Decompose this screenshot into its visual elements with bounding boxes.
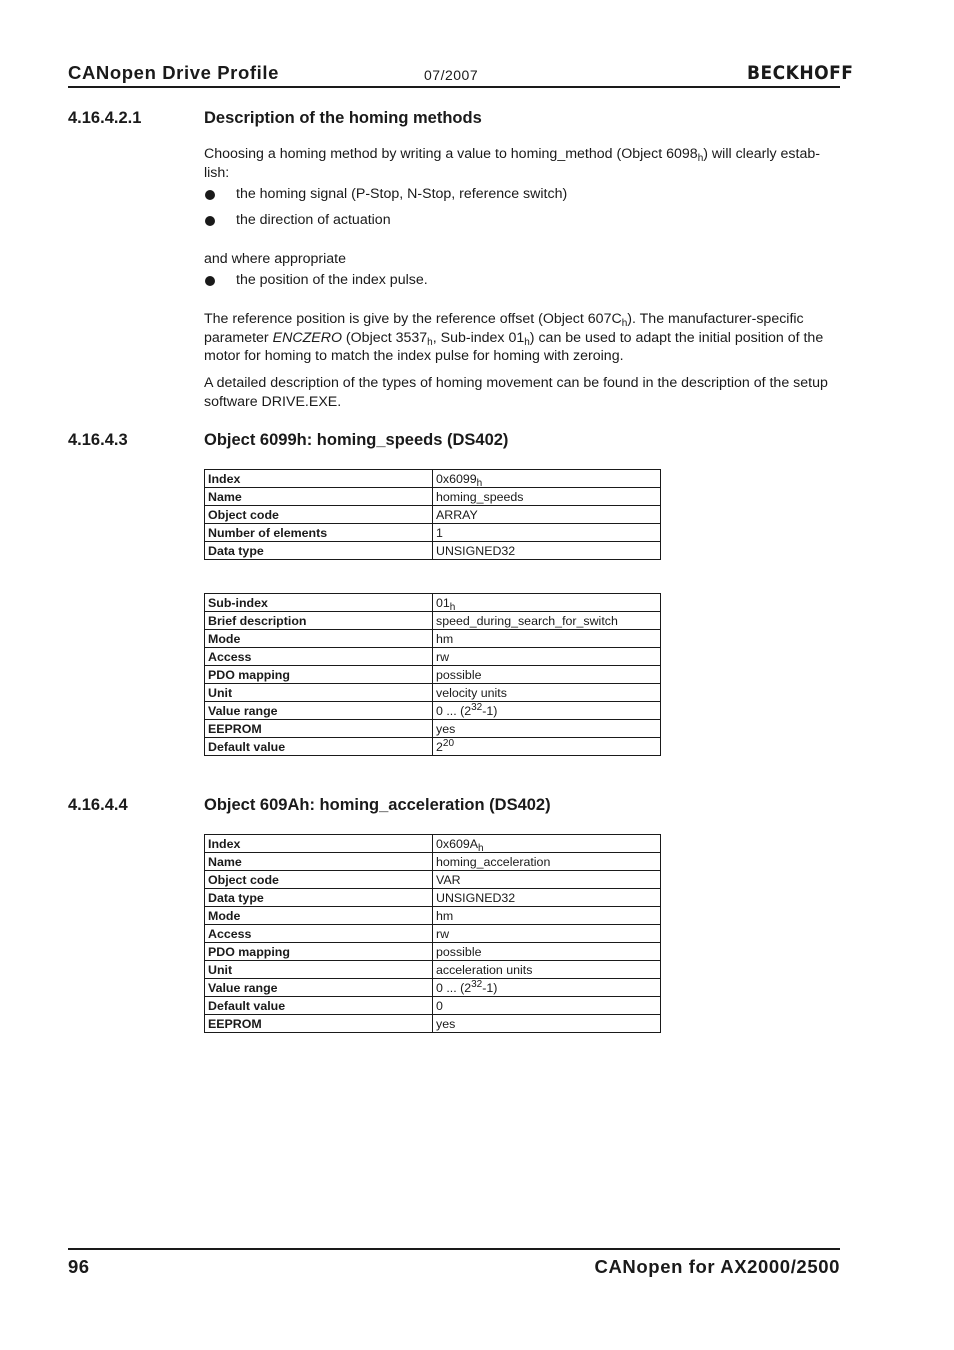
- bullet-icon: [205, 216, 215, 226]
- table-row: Brief description speed_during_search_for_switch: [205, 612, 661, 630]
- table-row: Value range 0 ... $(2^{32}-1)$: [205, 979, 661, 997]
- table-row: Mode hm: [205, 907, 661, 925]
- object-table-609a: [204, 834, 661, 1033]
- section-title: Object 6099h: homing_speeds (DS402): [204, 431, 509, 449]
- table-row: PDO mapping possible: [205, 943, 661, 961]
- table-row: Value range 0 ... $(2^{32}-1)$: [205, 702, 661, 720]
- header-rule: [68, 86, 840, 88]
- header-title: CANopen Drive Profile: [68, 62, 279, 83]
- table-row: Sub-index $01_h$: [205, 594, 661, 612]
- section-title: Description of the homing methods: [204, 109, 482, 127]
- bullet-item: the position of the index pulse.: [236, 272, 428, 288]
- footer-title: CANopen for AX2000/2500: [594, 1256, 840, 1277]
- section-number: 4.16.4.3: [68, 431, 128, 449]
- table-row: Access rw: [205, 648, 661, 666]
- table-row: Data type UNSIGNED32: [205, 889, 661, 907]
- table-row: EEPROM yes: [205, 1015, 661, 1033]
- paragraph-appropriate: and where appropriate: [204, 251, 346, 267]
- paragraph-description: A detailed description of the types of homing movement can be found in the description of the setup software DRIVE.EXE.: [204, 375, 828, 410]
- footer-rule: [68, 1248, 840, 1250]
- table-row: Data type UNSIGNED32: [205, 542, 661, 560]
- table-row: Mode hm: [205, 630, 661, 648]
- paragraph-reference: The reference position is give by the reference offset (Object $607C_h$). The manufacturer-specific parameter ENCZERO (Object $3537_h$, Sub-index $01_h$) can be used to adapt the initial position of the motor for homing to match the index pulse for homing with zeroing.: [204, 311, 824, 365]
- table-row: Object code ARRAY: [205, 506, 661, 524]
- table-row: Unit acceleration units: [205, 961, 661, 979]
- table-row: Number of elements 1: [205, 524, 661, 542]
- page-number: 96: [68, 1256, 90, 1277]
- bullet-item: the direction of actuation: [236, 212, 391, 228]
- section-title: Object 609Ah: homing_acceleration (DS402): [204, 796, 551, 814]
- table-row: Name homing_acceleration: [205, 853, 661, 871]
- table-row: Access rw: [205, 925, 661, 943]
- table-row: Unit velocity units: [205, 684, 661, 702]
- beckhoff-logo: BECKHOFF: [747, 62, 854, 84]
- bullet-item: the homing signal (P-Stop, N-Stop, reference switch): [236, 186, 568, 202]
- table-row: Default value $2^{20}$: [205, 738, 661, 756]
- object-table-6099: [204, 469, 661, 560]
- table-row: EEPROM yes: [205, 720, 661, 738]
- paragraph-intro: Choosing a homing method by writing a value to homing_method (Object $6098_h$) will clearly estab- lish:: [204, 146, 820, 181]
- table-row: Object code VAR: [205, 871, 661, 889]
- object-table-6099-sub01: [204, 593, 661, 756]
- table-row: PDO mapping possible: [205, 666, 661, 684]
- section-number: 4.16.4.2.1: [68, 109, 142, 127]
- table-row: Default value 0: [205, 997, 661, 1015]
- section-number: 4.16.4.4: [68, 796, 128, 814]
- table-row: Index $0x609A_h$: [205, 835, 661, 853]
- table-row: Name homing_speeds: [205, 488, 661, 506]
- header-date: 07/2007: [424, 67, 479, 83]
- bullet-icon: [205, 190, 215, 200]
- table-row: Index $0x6099_h$: [205, 470, 661, 488]
- bullet-icon: [205, 276, 215, 286]
